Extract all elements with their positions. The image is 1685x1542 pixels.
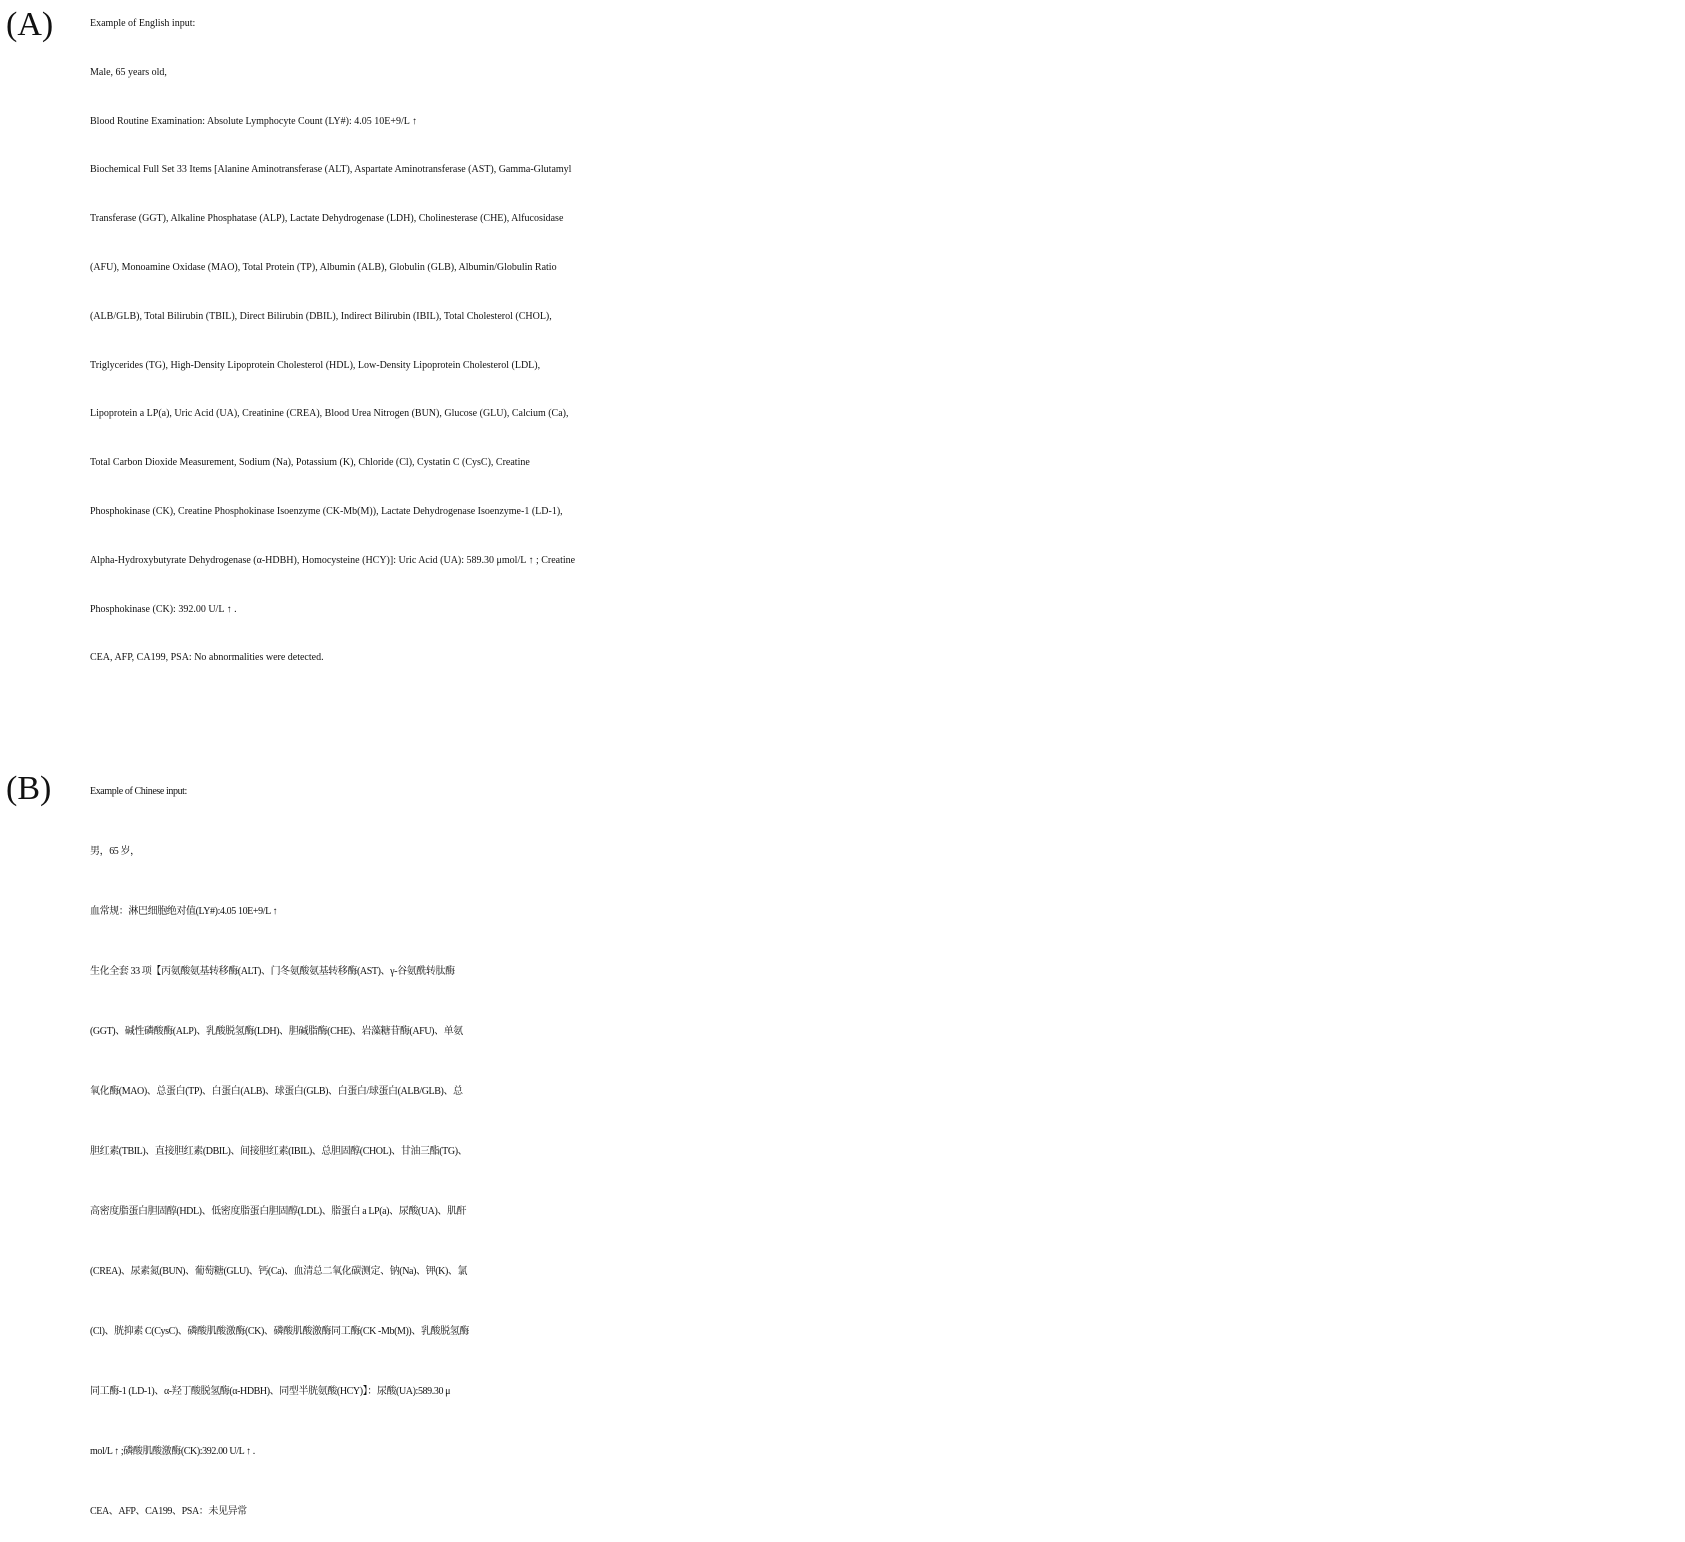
text-line: 胆红素(TBIL)、直接胆红素(DBIL)、间接胆红素(IBIL)、总胆固醇(CHOL)、甘油三酯(TG)、 bbox=[90, 1146, 468, 1157]
text-line: Biochemical Full Set 33 Items [Alanine Aminotransferase (ALT), Aspartate Aminotransferase (AST), Gamma-Glutamyl bbox=[90, 164, 572, 176]
text-line: Male, 65 years old, bbox=[90, 66, 167, 78]
text-line: 高密度脂蛋白胆固醇(HDL)、低密度脂蛋白胆固醇(LDL)、脂蛋白 a LP(a)、尿酸(UA)、肌酐 bbox=[90, 1206, 467, 1217]
text-line: (Cl)、胱抑素 C(CysC)、磷酸肌酸激酶(CK)、磷酸肌酸激酶同工酶(CK -Mb(M))、乳酸脱氢酶 bbox=[90, 1326, 469, 1337]
text-line: Blood Routine Examination: Absolute Lymphocyte Count (LY#): 4.05 10E+9/L ↑ bbox=[90, 115, 418, 127]
text-line: Triglycerides (TG), High-Density Lipoprotein Cholesterol (HDL), Low-Density Lipoprotein Cholesterol (LDL), bbox=[90, 359, 541, 371]
text-line: (AFU), Monoamine Oxidase (MAO), Total Protein (TP), Albumin (ALB), Globulin (GLB), Albumin/Globulin Ratio bbox=[90, 261, 557, 273]
text-line: CEA, AFP, CA199, PSA: No abnormalities were detected. bbox=[90, 652, 324, 664]
text-line: (GGT)、碱性磷酸酶(ALP)、乳酸脱氢酶(LDH)、胆碱脂酶(CHE)、岩藻糖苷酶(AFU)、单氨 bbox=[90, 1026, 463, 1037]
text-line: Lipoprotein a LP(a), Uric Acid (UA), Creatinine (CREA), Blood Urea Nitrogen (BUN), Glucose (GLU), Calcium (Ca), bbox=[90, 408, 569, 420]
text-line: 生化全套 33 项【丙氨酸氨基转移酶(ALT)、门冬氨酸氨基转移酶(AST)、γ-谷氨酰转肽酶 bbox=[90, 966, 455, 977]
panel-label-a: (A) bbox=[6, 6, 54, 43]
english-input-text bbox=[90, 0, 1685, 683]
text-line: Phosphokinase (CK), Creatine Phosphokinase Isoenzyme (CK-Mb(M)), Lactate Dehydrogenase Isoenzyme-1 (LD-1), bbox=[90, 505, 563, 517]
text-line: Example of Chinese input: bbox=[90, 786, 187, 797]
text-line: (ALB/GLB), Total Bilirubin (TBIL), Direct Bilirubin (DBIL), Indirect Bilirubin (IBIL), Total Cholesterol (CHOL), bbox=[90, 310, 552, 322]
text-line: 血常规：淋巴细胞绝对值(LY#):4.05 10E+9/L ↑ bbox=[90, 906, 278, 917]
chinese-input-text bbox=[90, 762, 1685, 1542]
text-line: 氧化酶(MAO)、总蛋白(TP)、白蛋白(ALB)、球蛋白(GLB)、白蛋白/球蛋白(ALB/GLB)、总 bbox=[90, 1086, 463, 1097]
text-line: CEA、AFP、CA199、PSA：未见异常 bbox=[90, 1506, 247, 1517]
text-line: mol/L ↑ ;磷酸肌酸激酶(CK):392.00 U/L ↑ . bbox=[90, 1446, 255, 1457]
text-line: Example of English input: bbox=[90, 18, 196, 29]
text-line: Total Carbon Dioxide Measurement, Sodium (Na), Potassium (K), Chloride (Cl), Cystatin C (CysC), Creatine bbox=[90, 457, 530, 469]
text-line: 男，65 岁， bbox=[90, 846, 140, 857]
text-line: Transferase (GGT), Alkaline Phosphatase (ALP), Lactate Dehydrogenase (LDH), Cholinesterase (CHE), Alfucosidase bbox=[90, 213, 564, 225]
panel-label-b: (B) bbox=[6, 770, 52, 807]
text-line: 同工酶-1 (LD-1)、α-羟丁酸脱氢酶(α-HDBH)、同型半胱氨酸(HCY)】：尿酸(UA):589.30 μ bbox=[90, 1386, 451, 1397]
text-line: (CREA)、尿素氮(BUN)、葡萄糖(GLU)、钙(Ca)、血清总二氧化碳测定、钠(Na)、钾(K)、氯 bbox=[90, 1266, 468, 1277]
text-line: Phosphokinase (CK): 392.00 U/L ↑ . bbox=[90, 603, 237, 615]
text-line: Alpha-Hydroxybutyrate Dehydrogenase (α-HDBH), Homocysteine (HCY)]: Uric Acid (UA): 589.30 μmol/L ↑ ; Creatine bbox=[90, 554, 576, 566]
